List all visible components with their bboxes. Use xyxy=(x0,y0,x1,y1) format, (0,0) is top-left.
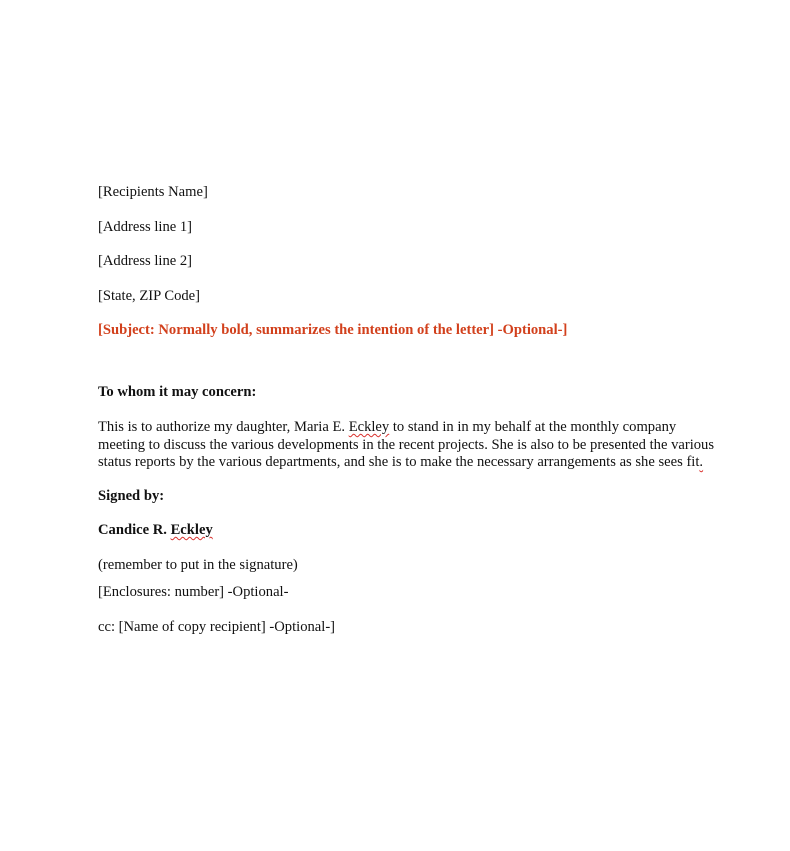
address-line-2: [Address line 2] xyxy=(98,253,193,269)
address-line-1: [Address line 1] xyxy=(98,219,193,235)
body-line-3 xyxy=(98,454,704,472)
salutation: To whom it may concern: xyxy=(98,384,257,400)
enclosures-line: [Enclosures: number] -Optional- xyxy=(98,584,289,600)
subject-line: [Subject: Normally bold, summarizes the intention of the letter] -Optional-] xyxy=(98,322,568,338)
body-line-1 xyxy=(98,419,698,437)
body-line-1-start: This is to authorize my daughter, Maria E. xyxy=(98,419,349,435)
recipient-name: [Recipients Name] xyxy=(98,184,208,200)
body-paragraph xyxy=(98,419,715,472)
signed-by-label: Signed by: xyxy=(98,488,165,504)
signer-first-name: Candice R. xyxy=(98,522,171,538)
body-line-2: meeting to discuss the various developments in the recent projects. She is also to be presented the various xyxy=(98,436,715,453)
spellcheck-flagged-word[interactable]: Eckley xyxy=(348,419,390,435)
signer-name xyxy=(98,521,213,539)
signature-note: (remember to put in the signature) xyxy=(98,557,298,573)
signer-last-name-flagged[interactable]: Eckley xyxy=(170,522,213,538)
state-zip-line: [State, ZIP Code] xyxy=(98,288,200,304)
cc-line: cc: [Name of copy recipient] -Optional-] xyxy=(98,619,336,635)
spellcheck-flagged-period[interactable]: . xyxy=(699,454,704,470)
body-line-3-text: status reports by the various departments, and she is to make the necessary arrangements as she sees fit xyxy=(98,454,700,470)
body-line-1-end: to stand in in my behalf at the monthly company xyxy=(389,419,677,435)
